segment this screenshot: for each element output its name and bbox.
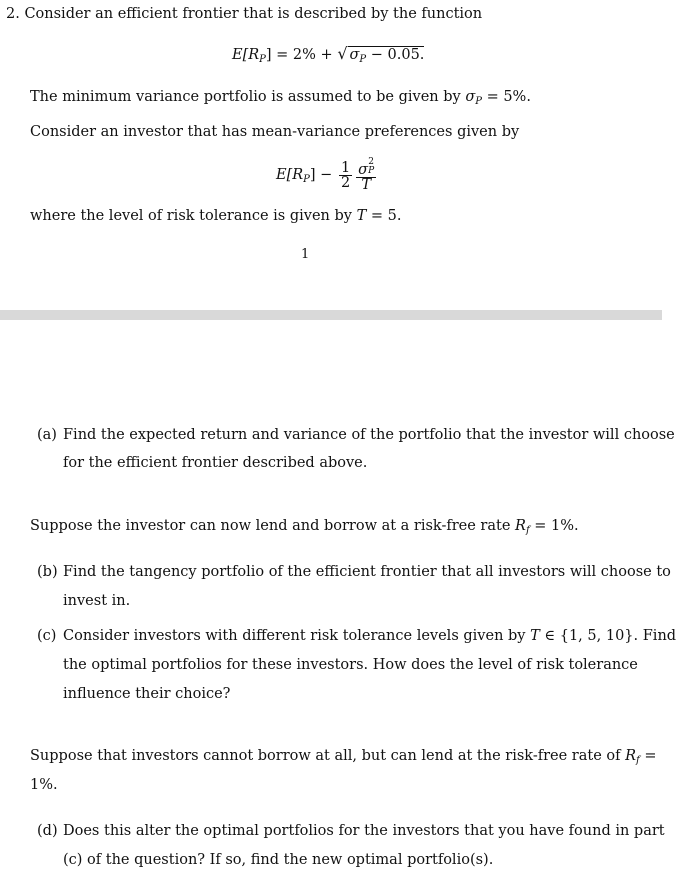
risk-free-sentence: Suppose the investor can now lend and borrow at a risk-free rate $R_f = 1\%$. (30, 518, 579, 536)
part-b-line2: invest in. (63, 593, 131, 609)
page-number: 1 (301, 247, 310, 262)
question-number: 2. (6, 6, 20, 22)
part-a: (a) Find the expected return and variance of the portfolio that the investor will choose (37, 427, 675, 443)
utility-equation: $E[R_P]$ − $\frac{1}{2}$ σ 2 P T (276, 157, 375, 193)
frontier-equation: $E[R_P] = 2\%$ + √ $\sigma_P - 0.05$. (232, 44, 425, 65)
part-d-line2: (c) of the question? If so, find the new optimal portfolio(s). (63, 852, 494, 868)
part-b: (b) Find the tangency portfolio of the efficient frontier that all investors will choose to (37, 564, 671, 580)
no-borrow-line2: 1%. (30, 777, 58, 793)
min-variance-sentence: The minimum variance portfolio is assumed to be given by $\sigma_P = 5\%$. (30, 89, 531, 107)
part-c-label: (c) (37, 628, 57, 644)
part-b-label: (b) (37, 564, 58, 580)
part-a-line2: for the efficient frontier described above. (63, 455, 368, 471)
fraction-one-half: $\frac{1}{2}$ (340, 159, 351, 191)
fraction-sigma-over-t: σ 2 P T (358, 157, 375, 193)
risk-tolerance-sentence: where the level of risk tolerance is given by T = 5. (30, 208, 402, 224)
part-d-label: (d) (37, 823, 58, 839)
part-c: (c) Consider investors with different risk tolerance levels given by T ∈ {1, 5, 10}. Find (37, 628, 676, 644)
part-d: (d) Does this alter the optimal portfolios for the investors that you have found in part (37, 823, 665, 839)
part-c-line3: influence their choice? (63, 686, 231, 702)
question-intro: Consider an efficient frontier that is described by the function (24, 6, 483, 22)
no-borrow-sentence: Suppose that investors cannot borrow at all, but can lend at the risk-free rate of $R_f$ = (30, 748, 657, 766)
part-a-label: (a) (37, 427, 57, 443)
page-one (0, 0, 662, 310)
page-two (0, 320, 676, 872)
page-break (0, 310, 662, 320)
part-c-line2: the optimal portfolios for these investors. How does the level of risk tolerance (63, 657, 638, 673)
preferences-sentence: Consider an investor that has mean-variance preferences given by (30, 124, 520, 140)
question-intro-line (6, 4, 482, 24)
